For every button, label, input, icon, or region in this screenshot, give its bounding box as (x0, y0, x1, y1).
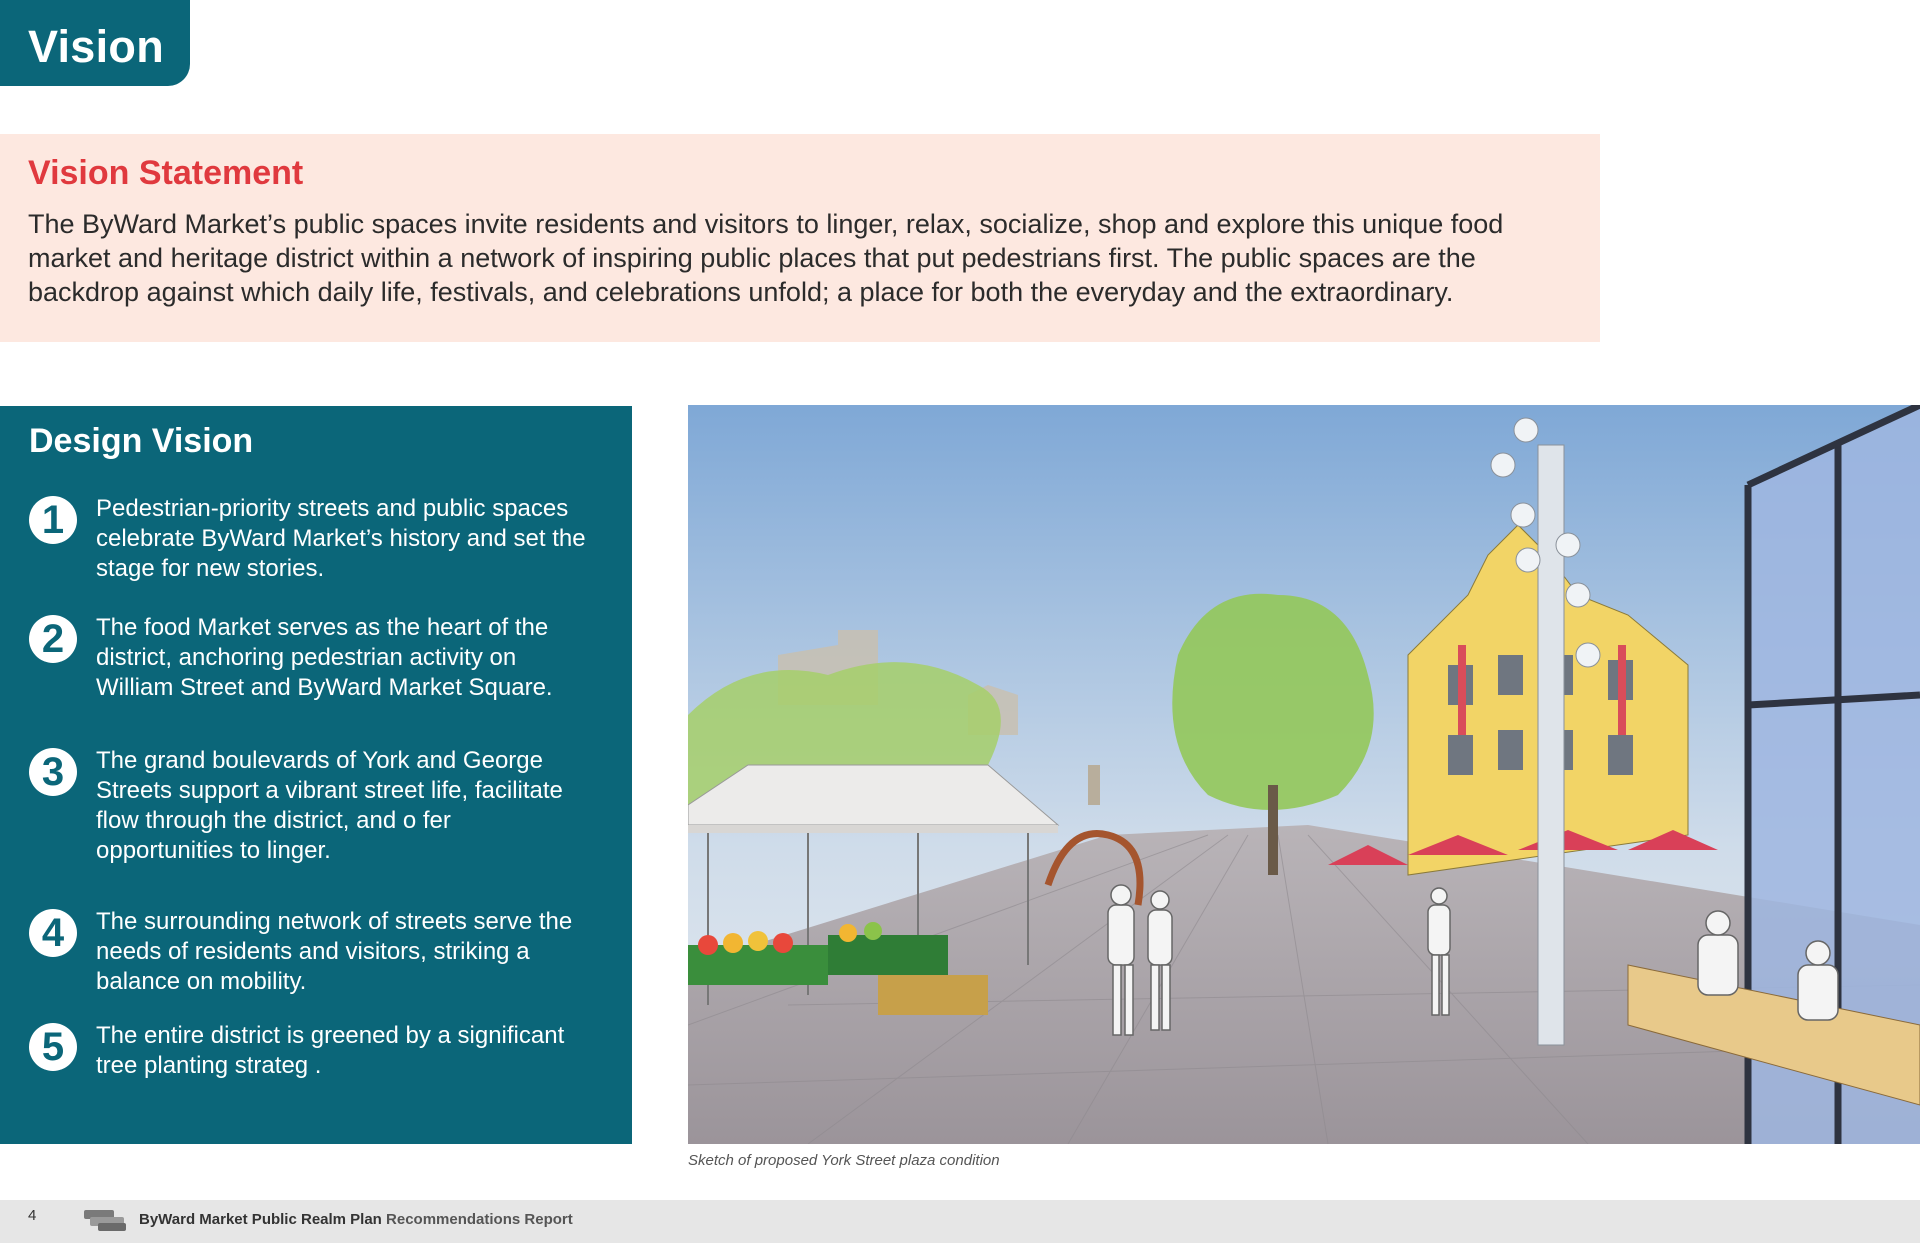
item-number-badge: 3 (29, 748, 77, 796)
page-number: 4 (28, 1207, 37, 1224)
design-vision-item (29, 907, 586, 997)
vision-statement-box (0, 134, 1600, 342)
design-vision-item (29, 613, 586, 703)
item-text: The entire district is greened by a significant tree planting strateg . (96, 1022, 565, 1079)
footer-plan-name: ByWard Market Public Realm Plan (139, 1211, 382, 1228)
design-vision-title: Design Vision (29, 422, 254, 460)
vision-statement-body: The ByWard Market’s public spaces invite residents and visitors to linger, relax, socialize, shop and explore this unique food market and heritage district within a network of inspiring public places that put pedestrians first. The public spaces are the backdrop against which daily life, festivals, and celebrations unfold; a place for both the everyday and the extraordinary. (28, 209, 1504, 307)
image-caption: Sketch of proposed York Street plaza condition (688, 1152, 1000, 1169)
item-number-badge: 1 (29, 496, 77, 544)
item-number-badge: 4 (29, 909, 77, 957)
design-vision-item (29, 1021, 586, 1081)
item-number-badge: 2 (29, 615, 77, 663)
footer-report-title (139, 1211, 573, 1228)
page-section-tab (0, 0, 190, 86)
item-number-badge: 5 (29, 1023, 77, 1071)
item-text: Pedestrian-priority streets and public spaces celebrate ByWard Market’s history and set the stage for new stories. (96, 495, 586, 582)
report-logo-icon (84, 1208, 130, 1239)
sketch-illustration (688, 405, 1920, 1144)
design-vision-item (29, 746, 586, 866)
york-street-sketch-image (688, 405, 1920, 1144)
design-vision-item (29, 494, 586, 584)
item-text: The surrounding network of streets serve the needs of residents and visitors, striking a balance on mobility. (96, 908, 573, 995)
vision-statement-title: Vision Statement (28, 154, 304, 192)
item-text: The grand boulevards of York and George Streets support a vibrant street life, facilitate flow through the district, and o fer opportunities to linger. (96, 747, 563, 864)
item-text: The food Market serves as the heart of the district, anchoring pedestrian activity on William Street and ByWard Market Square. (96, 614, 553, 701)
footer-report-type: Recommendations Report (386, 1211, 573, 1228)
section-title: Vision (28, 21, 165, 72)
